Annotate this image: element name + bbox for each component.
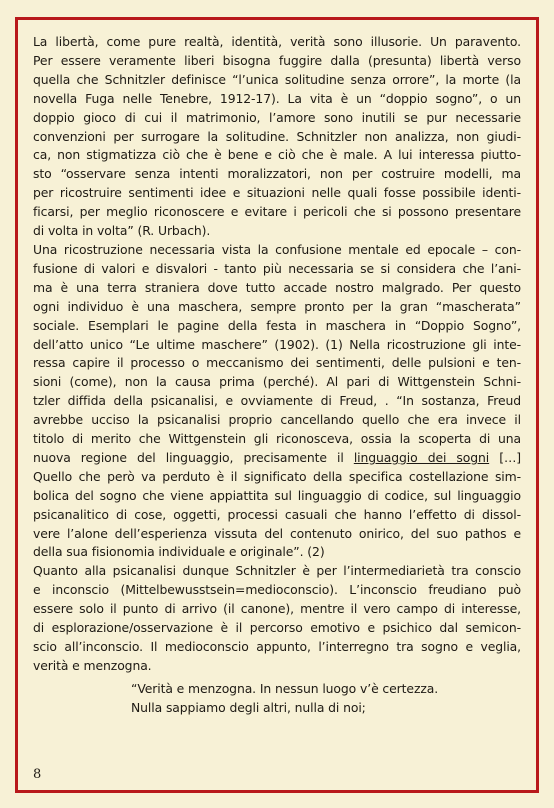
verse-line: Nulla sappiamo degli altri, nulla di noi;: [131, 699, 366, 715]
page-number: 8: [33, 767, 42, 782]
text-line: Quello che però va perduto è il significato della specifica costellazione sim-: [33, 468, 521, 484]
underlined-phrase: linguaggio dei sogni: [353, 449, 490, 465]
text-line: vere l’alone dell’esperienza vissuta del contenuto onirico, del suo pathos e: [33, 525, 521, 541]
text-line: di esplorazione/osservazione è il percorso emotivo e psichico dal semicon-: [33, 620, 521, 636]
text-line: fusione di valori e disvalori - tanto più necessaria se si considera che l’ani-: [33, 260, 521, 276]
text-line: ogni individuo è una maschera, sempre pronto per la gran “mascherata”: [33, 298, 521, 314]
text-line: ca, non stigmatizza ciò che è bene e ciò che è male. A lui interessa piutto-: [33, 147, 521, 163]
text-line: novella Fuga nelle Tenebre, 1912-17). La vita è un “doppio sogno”, o un: [33, 90, 521, 106]
text-line: bolica del sogno che viene appiattita sul linguaggio di codice, sul linguaggio: [33, 487, 521, 503]
text-line: ma è una terra straniera dove tutto accade nostro malgrado. Per questo: [33, 279, 521, 295]
text-line: ressa capire il processo o meccanismo dei sentimenti, delle pulsioni e ten-: [33, 355, 521, 371]
text-line: sto “osservare senza intenti moralizzatori, non per costruire modelli, ma: [33, 166, 521, 182]
text-line: e inconscio (Mittelbewusstsein=medioconscio). L’inconscio freudiano può: [33, 582, 521, 598]
text-line-with-underline: [33, 449, 521, 468]
text-line: Quanto alla psicanalisi dunque Schnitzler è per l’intermediarietà tra conscio: [33, 563, 521, 579]
ellipsis-bracket: […]: [489, 449, 521, 465]
text-segment: nuova regione del linguaggio, precisamente il: [33, 449, 344, 465]
text-line: essere solo il punto di arrivo (il canone), mentre il vero campo di interesse,: [33, 601, 521, 617]
text-line: tzler diffida della psicanalisi, e ovviamente di Freud, . “In sostanza, Freud: [33, 393, 521, 409]
text-line: psicanalitico di cose, oggetti, processi casuali che hanno l’effetto di dissol-: [33, 506, 521, 522]
text-line: di volta in volta” (R. Urbach).: [33, 223, 211, 239]
text-line: doppio gioco di cui il matrimonio, l’amore sono inutili se pur necessarie: [33, 109, 521, 125]
text-line: convenzioni per surrogare la solitudine. Schnitzler non analizza, non giudi-: [33, 128, 521, 144]
text-line: avrebbe ucciso la psicanalisi proprio cancellando quello che era invece il: [33, 412, 521, 428]
text-line: scio all’inconscio. Il medioconscio appunto, l’interregno tra sogno e veglia,: [33, 639, 521, 654]
text-line: quella che Schnitzler definisce “l’unica solitudine senza orrore”, la morte (la: [33, 71, 521, 87]
text-line: titolo di merito che Wittgenstein gli riconosceva, ossia la scoperta di una: [33, 431, 521, 447]
text-line: sioni (come), non la causa prima (perché). Al pari di Wittgenstein Schni-: [33, 374, 521, 390]
verse-line: “Verità e menzogna. In nessun luogo v’è certezza.: [131, 680, 439, 696]
text-line: ficarsi, per meglio riconoscere e evitare i pericoli che si possono presentare: [33, 204, 521, 220]
text-line: La libertà, come pure realtà, identità, verità sono illusorie. Un paravento.: [33, 34, 521, 49]
text-line: della sua fisionomia individuale e originale”. (2): [33, 544, 325, 560]
body-text: [33, 33, 521, 718]
text-line: dell’atto unico “Le ultime maschere” (1902). (1) Nella ricostruzione gli inte-: [33, 336, 521, 352]
text-line: Una ricostruzione necessaria vista la confusione mentale ed epocale – con-: [33, 241, 521, 257]
text-line: Per essere veramente liberi bisogna fuggire dalla (presunta) libertà verso: [33, 52, 521, 68]
text-line: per ricostruire sentimenti idee e situazioni nelle quali fosse possibile identi-: [33, 185, 521, 201]
text-line: sociale. Esemplari le pagine della festa in maschera in “Doppio Sogno”,: [33, 317, 521, 333]
text-line: verità e menzogna.: [33, 657, 152, 673]
